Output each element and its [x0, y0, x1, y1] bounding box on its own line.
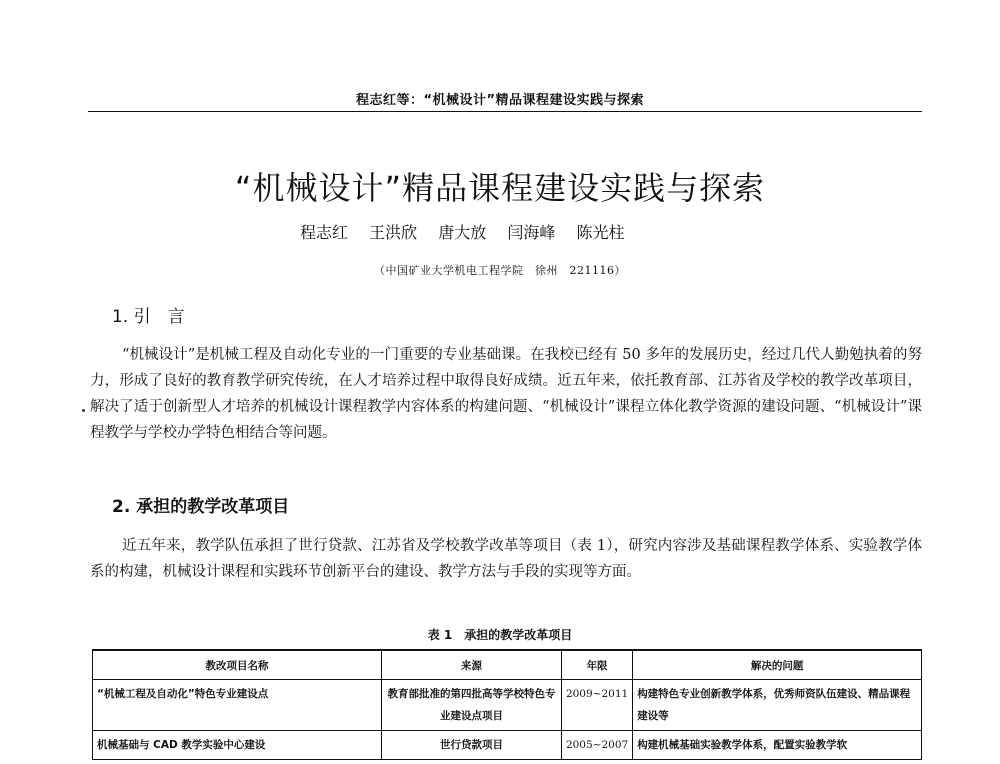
column-header-period: 年限: [561, 650, 632, 680]
cell-source: 世行贷款项目: [382, 731, 562, 760]
column-header-project-name: 教改项目名称: [93, 650, 382, 680]
running-header: 程志红等：“机械设计”精品课程建设实践与探索: [355, 93, 645, 108]
author-list: [300, 220, 720, 243]
author-name: 唐大放: [438, 223, 487, 242]
cell-source: 教育部批准的第四批高等学校特色专业建设点项目: [382, 680, 562, 731]
section-heading-projects: 2. 承担的教学改革项目: [112, 497, 290, 517]
author-name: 陈光柱: [576, 223, 625, 242]
cell-problems-solved: 构建机械基础实验教学体系，配置实验教学软: [633, 731, 922, 760]
column-header-problems-solved: 解决的问题: [633, 650, 922, 680]
cell-period: 2005~2007: [561, 731, 632, 760]
table-caption: 表 1 承担的教学改革项目: [427, 628, 573, 642]
paper-title: “机械设计”精品课程建设实践与探索: [234, 169, 766, 207]
table-row: [93, 731, 922, 760]
cell-problems-solved: 构建特色专业创新教学体系，优秀师资队伍建设、精品课程建设等: [633, 680, 922, 731]
table-row: [93, 680, 922, 731]
table-header-row: [93, 650, 922, 680]
author-name: 闫海峰: [507, 223, 556, 242]
column-header-source: 来源: [382, 650, 562, 680]
margin-mark: [82, 409, 85, 412]
section-paragraph-projects: 近五年来，教学队伍承担了世行贷款、江苏省及学校教学改革等项目（表 1），研究内容涉及基础课程教学体系、实验教学体系的构建，机械设计课程和实践环节创新平台的建设、教学方法与手段的实现等方面。: [90, 538, 922, 580]
author-name: 程志红: [300, 223, 349, 242]
section-heading-introduction: 1. 引 言: [112, 307, 185, 327]
reform-projects-table: [92, 649, 922, 760]
header-rule: [88, 111, 922, 112]
affiliation: （中国矿业大学机电工程学院 徐州 221116）: [374, 264, 626, 277]
section-paragraph-introduction: “机械设计”是机械工程及自动化专业的一门重要的专业基础课。在我校已经有 50 多年的发展历史，经过几代人勤勉执着的努力，形成了良好的教育教学研究传统，在人才培养过程中取得良好成绩。近五年来，依托教育部、江苏省及学校的教学改革项目，解决了适于创新型人才培养的机械设计课程教学内容体系的构建问题、“机械设计”课程立体化教学资源的建设问题、“机械设计”课程教学与学校办学特色相结合等问题。: [90, 347, 922, 441]
cell-period: 2009~2011: [561, 680, 632, 731]
author-name: 王洪欣: [369, 223, 418, 242]
cell-project-name: 机械基础与 CAD 教学实验中心建设: [93, 731, 382, 760]
cell-project-name: “机械工程及自动化”特色专业建设点: [93, 680, 382, 731]
